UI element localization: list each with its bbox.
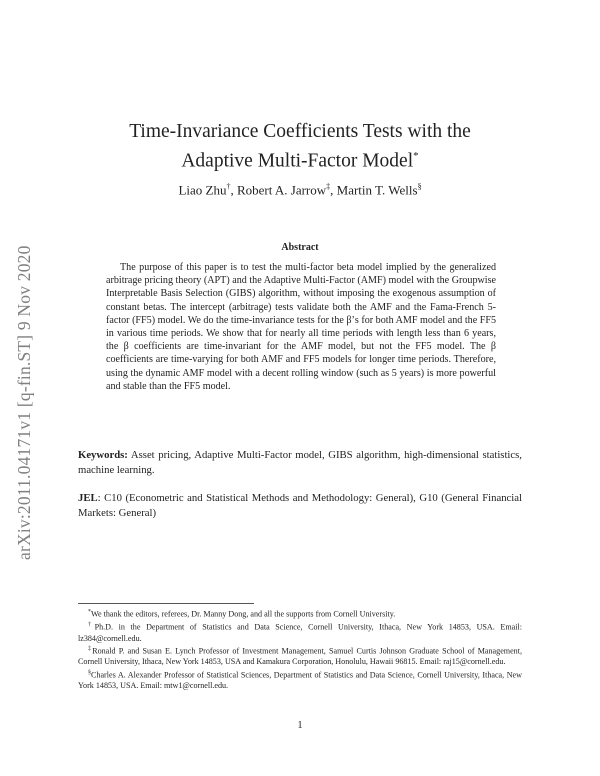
abstract-heading: Abstract — [281, 242, 319, 253]
footnote — [78, 668, 522, 692]
keywords-paragraph — [78, 448, 522, 478]
title-line-1: Time-Invariance Coefficients Tests with the — [129, 121, 471, 142]
footnotes — [78, 607, 522, 692]
footnote-text: We thank the editors, referees, Dr. Manny Dong, and all the supports from Cornell University. — [91, 609, 396, 619]
abstract-body: The purpose of this paper is to test the multi-factor beta model implied by the generalized arbitrage pricing theory (APT) and the Adaptive Multi-Factor (AMF) model with the Groupwise Interpretable Basis Selection (GIBS) algorithm, without imposing the exogenous assumption of constant betas. The intercept (arbitrage) tests validate both the AMF and the Fama-French 5-factor (FF5) model. We do the time-invariance tests for the β’s for both AMF model and the FF5 in various time periods. We show that for nearly all time periods with length less than 6 years, the β coefficients are time-invariant for the AMF model, but not the FF5 model. The β coefficients are time-varying for both AMF and FF5 models for longer time periods. Therefore, using the dynamic AMF model with a decent rolling window (such as 5 years) is more powerful and stable than the FF5 model. — [106, 262, 496, 392]
footnote-mark: * — [88, 609, 91, 615]
author-separator: , — [230, 182, 237, 198]
footnote-text: Ronald P. and Susan E. Lynch Professor of Investment Management, Samuel Curtis Johnson Graduate School of Management, Cornell University, Ithaca, New York 14853, USA and Kamakura Corporation, Honolulu, Hawaii 96815. Email: raj15@cornell.edu. — [78, 646, 522, 667]
jel-label: JEL — [78, 492, 98, 504]
keywords-label: Keywords: — [78, 449, 128, 461]
arxiv-identifier-stamp: arXiv:2011.04171v1 [q-fin.ST] 9 Nov 2020 — [14, 245, 34, 560]
footnote-text: Charles A. Alexander Professor of Statistical Sciences, Department of Statistics and Data Science, Cornell University, Ithaca, New York 14853, USA. Email: mtw1@cornell.edu. — [78, 670, 522, 691]
author-name: Martin T. Wells — [336, 182, 418, 198]
footnote-mark: § — [88, 670, 91, 677]
author-separator: , — [330, 182, 337, 198]
author-footnote-mark: ‡ — [326, 182, 331, 191]
footnote — [78, 620, 522, 644]
author-footnote-mark: † — [226, 182, 231, 191]
paper-title — [0, 120, 600, 174]
title-line-2: Adaptive Multi-Factor Model* — [181, 150, 419, 172]
footnote-mark: ‡ — [88, 646, 93, 653]
title-footnote-mark: * — [413, 150, 419, 162]
keywords-text: Asset pricing, Adaptive Multi-Factor model, GIBS algorithm, high-dimensional statistics, machine learning. — [78, 449, 522, 476]
footnote-divider — [78, 603, 254, 604]
author-footnote-mark: § — [417, 182, 422, 191]
author-list — [0, 182, 600, 198]
page-number: 1 — [297, 720, 303, 731]
author-name: Robert A. Jarrow — [236, 182, 327, 198]
author-name: Liao Zhu — [178, 182, 227, 198]
jel-paragraph — [78, 491, 522, 521]
footnote-mark: † — [88, 622, 95, 629]
footnote — [78, 607, 522, 620]
footnote-text: Ph.D. in the Department of Statistics and Data Science, Cornell University, Ithaca, New York 14853, USA. Email: lz384@cornell.edu. — [78, 622, 522, 643]
jel-text: : C10 (Econometric and Statistical Methods and Methodology: General), G10 (General Financial Markets: General) — [78, 492, 522, 519]
footnote — [78, 644, 522, 668]
